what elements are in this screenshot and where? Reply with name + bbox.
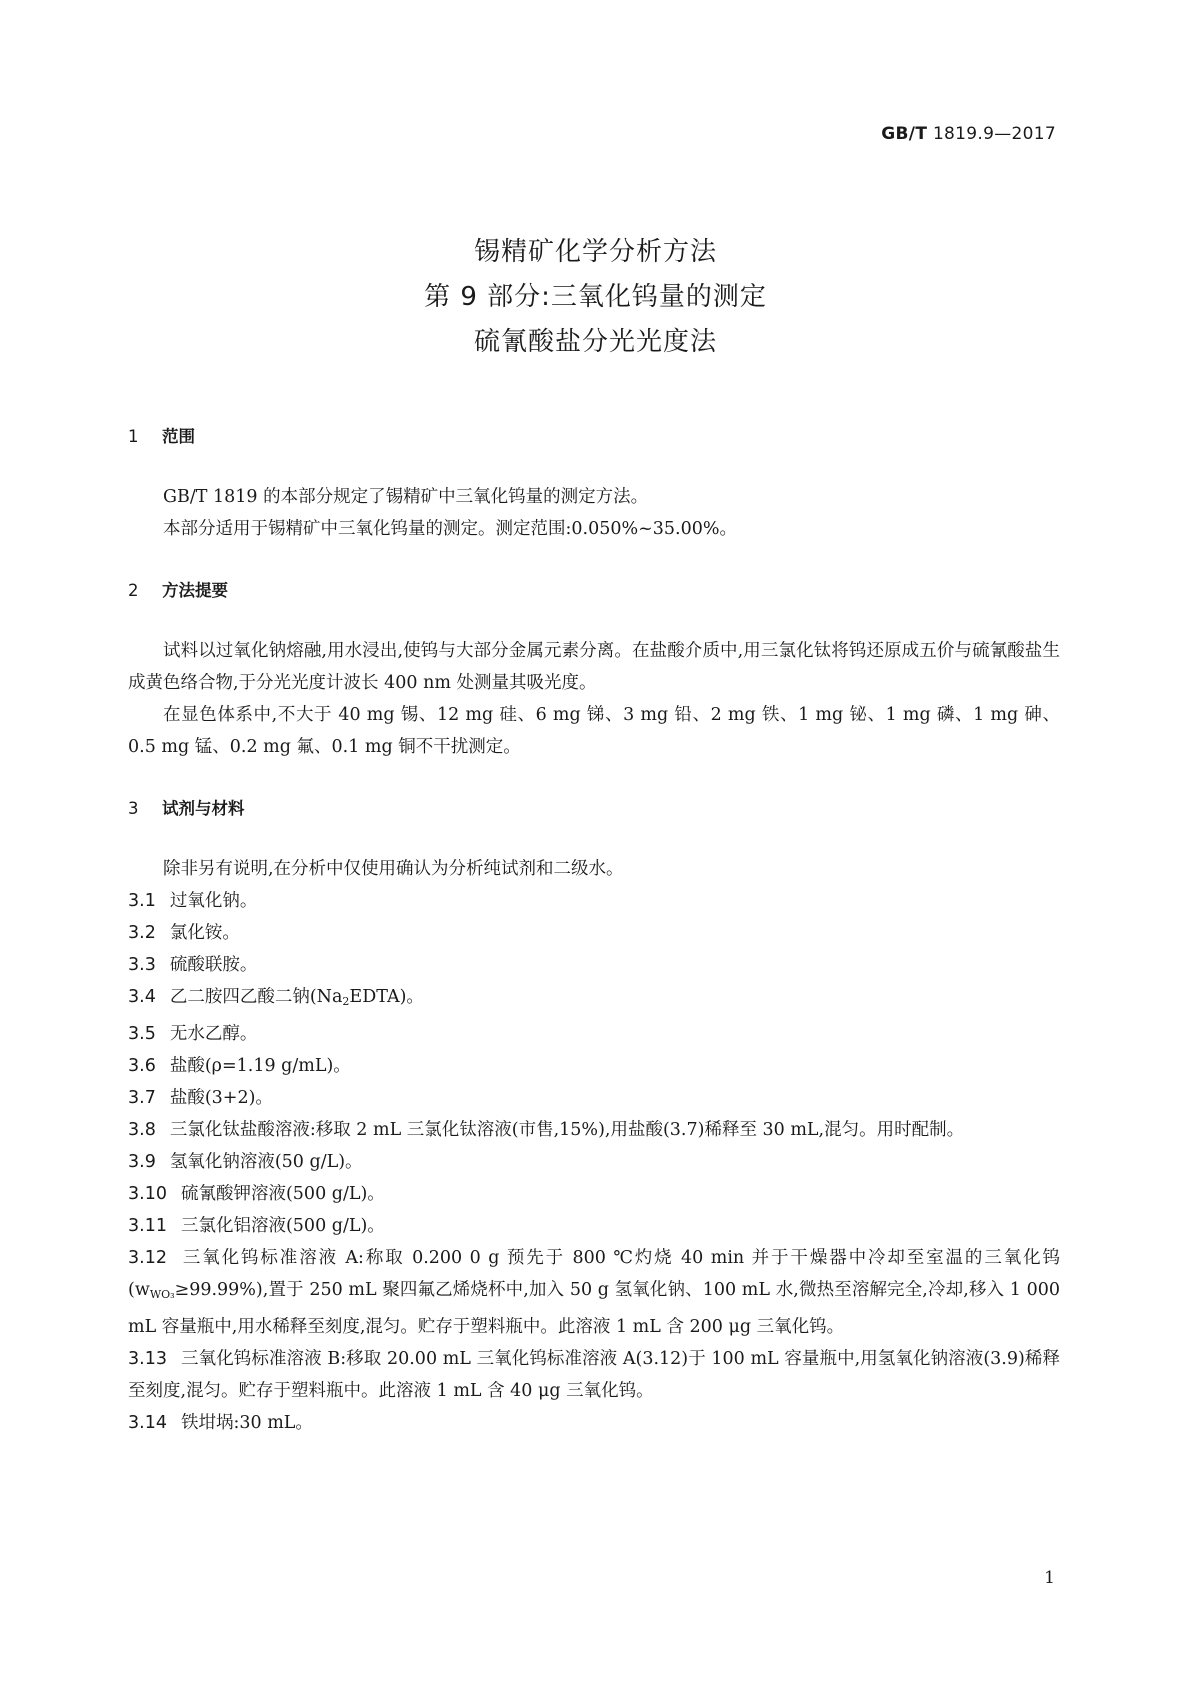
document-title xyxy=(0,230,1191,365)
item-text: ≥99.99%),置于 250 mL 聚四氟乙烯烧杯中,加入 50 g 氢氧化钠、100 mL 水,微热至溶解完全,冷却,移入 1 000 mL 容量瓶中,用水稀释至刻度,混匀。贮存于塑料瓶中。此溶液 1 mL 含 200 μg 三氧化钨。 xyxy=(128,1280,1060,1337)
item-text: EDTA)。 xyxy=(349,987,424,1007)
page-number: 1 xyxy=(1044,1568,1055,1588)
paragraph: 试料以过氧化钠熔融,用水浸出,使钨与大部分金属元素分离。在盐酸介质中,用三氯化钛将钨还原成五价与硫氰酸盐生成黄色络合物,于分光光度计波长 400 nm 处测量其吸光度。 xyxy=(128,641,1060,693)
list-item xyxy=(128,949,1060,981)
list-item xyxy=(128,1082,1060,1114)
standard-code xyxy=(881,124,1056,144)
list-item xyxy=(128,1343,1060,1407)
item-number: 3.11 xyxy=(128,1216,167,1236)
item-text: 氯化铵。 xyxy=(169,923,240,943)
title-line-1: 锡精矿化学分析方法 xyxy=(473,237,717,267)
item-text: 三氧化钨标准溶液 B:移取 20.00 mL 三氧化钨标准溶液 A(3.12)于 100 mL 容量瓶中,用氢氧化钠溶液(3.9)稀释至刻度,混匀。贮存于塑料瓶中。此溶液 1 mL 含 40 μg 三氧化钨。 xyxy=(128,1349,1060,1401)
list-item xyxy=(128,1242,1060,1343)
item-number: 3.12 xyxy=(128,1248,167,1268)
list-item xyxy=(128,1114,1060,1146)
item-text: 硫氰酸钾溶液(500 g/L)。 xyxy=(180,1184,385,1204)
item-number: 3.2 xyxy=(128,923,156,943)
section-title: 范围 xyxy=(162,427,195,446)
list-item xyxy=(128,917,1060,949)
subscript: 2 xyxy=(342,995,350,1008)
item-text: 盐酸(3+2)。 xyxy=(169,1088,273,1108)
paragraph: 除非另有说明,在分析中仅使用确认为分析纯试剂和二级水。 xyxy=(163,859,624,879)
item-text: 过氧化钠。 xyxy=(169,891,258,911)
item-text: 三氯化铝溶液(500 g/L)。 xyxy=(180,1216,385,1236)
item-number: 3.13 xyxy=(128,1349,167,1369)
list-item xyxy=(128,885,1060,917)
item-text: 盐酸(ρ=1.19 g/mL)。 xyxy=(169,1056,351,1076)
item-text: 无水乙醇。 xyxy=(169,1024,258,1044)
section-heading-principle xyxy=(128,575,1060,607)
paragraph: 在显色体系中,不大于 40 mg 锡、12 mg 硅、6 mg 锑、3 mg 铅、2 mg 铁、1 mg 铋、1 mg 磷、1 mg 砷、0.5 mg 锰、0.2 mg 氟、0.1 mg 铜不干扰测定。 xyxy=(128,705,1060,757)
item-text: 三氧化钨标准溶液 A:称取 0.200 0 g 预先于 800 ℃灼烧 40 min 并于干燥器中冷却至室温的三氧化钨(w xyxy=(128,1248,1060,1300)
list-item xyxy=(128,1018,1060,1050)
list-item xyxy=(128,1407,1060,1439)
item-number: 3.3 xyxy=(128,955,156,975)
list-item xyxy=(128,1146,1060,1178)
list-item xyxy=(128,981,1060,1018)
document-body xyxy=(128,421,1060,1439)
standard-number: 1819.9—2017 xyxy=(932,124,1056,144)
list-item xyxy=(128,1210,1060,1242)
item-number: 3.6 xyxy=(128,1056,156,1076)
paragraph: GB/T 1819 的本部分规定了锡精矿中三氧化钨量的测定方法。 xyxy=(163,487,649,507)
subscript: WO₃ xyxy=(149,1288,175,1301)
paragraph: 本部分适用于锡精矿中三氧化钨量的测定。测定范围:0.050%~35.00%。 xyxy=(163,519,738,539)
list-item xyxy=(128,1178,1060,1210)
title-line-3: 硫氰酸盐分光光度法 xyxy=(473,327,717,357)
title-line-2: 第 9 部分:三氧化钨量的测定 xyxy=(424,282,767,312)
item-number: 3.9 xyxy=(128,1152,156,1172)
item-number: 3.1 xyxy=(128,891,156,911)
section-heading-scope xyxy=(128,421,1060,453)
standard-prefix: GB/T xyxy=(881,124,928,144)
item-text: 硫酸联胺。 xyxy=(169,955,258,975)
list-item xyxy=(128,1050,1060,1082)
item-number: 3.10 xyxy=(128,1184,167,1204)
section-number: 2 xyxy=(128,581,139,600)
section-title: 试剂与材料 xyxy=(162,799,245,818)
item-number: 3.7 xyxy=(128,1088,156,1108)
section-number: 3 xyxy=(128,799,139,818)
item-text: 铁坩埚:30 mL。 xyxy=(180,1413,313,1433)
section-title: 方法提要 xyxy=(162,581,228,600)
item-text: 氢氧化钠溶液(50 g/L)。 xyxy=(169,1152,363,1172)
item-number: 3.4 xyxy=(128,987,156,1007)
section-heading-reagents xyxy=(128,793,1060,825)
item-text: 乙二胺四乙酸二钠(Na xyxy=(169,987,343,1007)
item-text: 三氯化钛盐酸溶液:移取 2 mL 三氯化钛溶液(市售,15%),用盐酸(3.7)稀释至 30 mL,混匀。用时配制。 xyxy=(169,1120,965,1140)
item-number: 3.14 xyxy=(128,1413,167,1433)
item-number: 3.5 xyxy=(128,1024,156,1044)
section-number: 1 xyxy=(128,427,139,446)
item-number: 3.8 xyxy=(128,1120,156,1140)
